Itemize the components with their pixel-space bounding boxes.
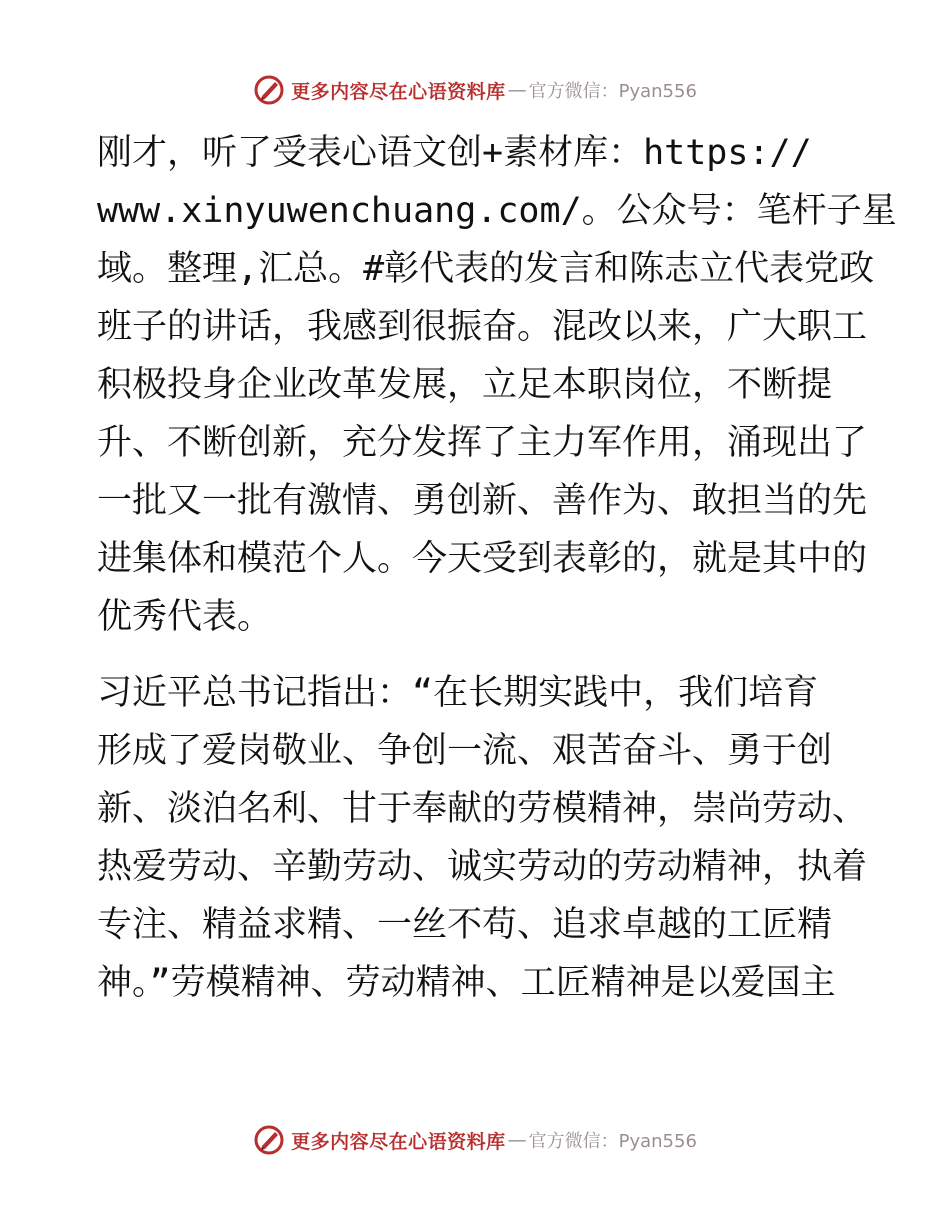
header-wechat-label: 官方微信：Pyan556 (528, 81, 697, 102)
document-body (97, 124, 897, 1012)
text-line: 进集体和模范个人。今天受到表彰的，就是其中的 (97, 539, 868, 579)
text-line: 优秀代表。 (97, 597, 273, 637)
paragraph-2 (97, 664, 868, 1012)
text-line: 形成了爱岗敬业、争创一流、艰苦奋斗、勇于创 (97, 731, 833, 771)
header-brand-text: 更多内容尽在心语资料库 (291, 80, 506, 103)
text-line: 神。”劳模精神、劳动精神、工匠精神是以爱国主 (97, 963, 836, 1003)
header-banner (0, 70, 950, 110)
brand-logo-icon (253, 74, 285, 106)
text-line: 刚才，听了受表心语文创+素材库：https:// (97, 133, 812, 173)
text-line: 热爱劳动、辛勤劳动、诚实劳动的劳动精神，执着 (97, 847, 868, 887)
text-line: 专注、精益求精、一丝不苟、追求卓越的工匠精 (97, 905, 833, 945)
brand-logo-icon (253, 1124, 285, 1156)
footer-banner (0, 1120, 950, 1160)
text-line: 班子的讲话，我感到很振奋。混改以来，广大职工 (97, 307, 868, 347)
text-line: 新、淡泊名利、甘于奉献的劳模精神，崇尚劳动、 (97, 789, 868, 829)
text-line: 域。整理,汇总。#彰代表的发言和陈志立代表党政 (97, 249, 875, 289)
paragraph-1 (97, 124, 897, 646)
text-line: 积极投身企业改革发展，立足本职岗位，不断提 (97, 365, 833, 405)
text-line: 升、不断创新，充分发挥了主力军作用，涌现出了 (97, 423, 868, 463)
header-dash: — (507, 79, 527, 101)
footer-brand-text: 更多内容尽在心语资料库 (291, 1130, 506, 1153)
footer-wechat-label: 官方微信：Pyan556 (528, 1131, 697, 1152)
footer-dash: — (507, 1129, 527, 1151)
text-line: 习近平总书记指出：“在长期实践中，我们培育 (97, 673, 819, 713)
text-line: 一批又一批有激情、勇创新、善作为、敢担当的先 (97, 481, 868, 521)
text-line: www.xinyuwenchuang.com/。公众号：笔杆子星 (97, 191, 897, 231)
